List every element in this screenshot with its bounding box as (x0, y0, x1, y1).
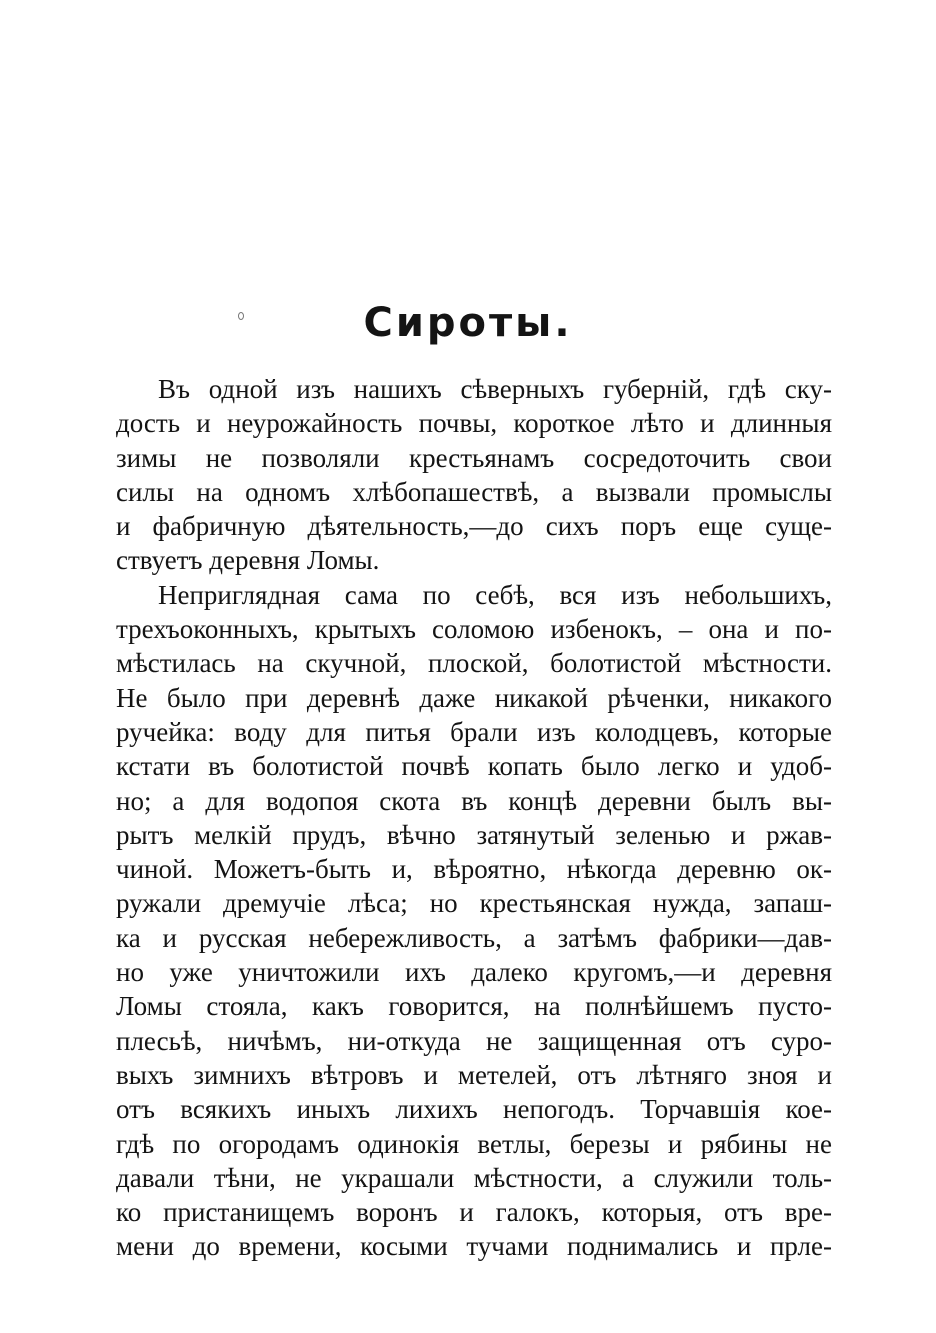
text-line: отъ всякихъ иныхъ лихихъ непогодъ. Торчавшія кое- (116, 1094, 832, 1125)
text-line: но уже уничтожили ихъ далеко кругомъ,—и деревня (116, 957, 832, 988)
text-line: дость и неурожайность почвы, короткое лѣто и длинныя (116, 408, 832, 439)
text-line: плесьѣ, ничѣмъ, ни-откуда не защищенная отъ суро- (116, 1025, 832, 1056)
text-line: ружали дремучіе лѣса; но крестьянская нужда, запаш- (116, 888, 832, 919)
body-text (116, 372, 832, 1264)
text-line: ка и русская небережливость, а затѣмъ фабрики—дав- (116, 922, 832, 953)
text-line: давали тѣни, не украшали мѣстности, а служили толь- (116, 1162, 832, 1193)
text-line: ручейка: воду для питья брали изъ колодцевъ, которые (116, 716, 832, 747)
text-line: зимы не позволяли крестьянамъ сосредоточить свои (116, 442, 832, 473)
text-line: кстати въ болотистой почвѣ копать было легко и удоб- (116, 751, 832, 782)
text-line: но; а для водопоя скота въ концѣ деревни былъ вы- (116, 785, 832, 816)
text-line: рытъ мелкій прудъ, вѣчно затянутый зеленью и ржав- (116, 819, 832, 850)
text-line: Въ одной изъ нашихъ сѣверныхъ губерній, гдѣ ску- (158, 374, 832, 404)
paragraph-2 (116, 578, 832, 1264)
text-line: силы на одномъ хлѣбопашествѣ, а вызвали промыслы (116, 476, 832, 507)
text-line: и фабричную дѣятельность,—до сихъ поръ еще суще- (116, 511, 832, 542)
text-line: Ломы стояла, какъ говорится, на полнѣйшемъ пусто- (116, 991, 832, 1022)
text-line: гдѣ по огородамъ одинокія ветлы, березы и рябины не (116, 1128, 832, 1159)
text-line: чиной. Можетъ-быть и, вѣроятно, нѣкогда деревню ок- (116, 854, 832, 885)
text-line: Неприглядная сама по себѣ, вся изъ небольшихъ, (158, 579, 832, 610)
paragraph-1 (116, 372, 832, 578)
text-line: ко пристанищемъ воронъ и галокъ, которыя, отъ вре- (116, 1197, 832, 1228)
text-line: выхъ зимнихъ вѣтровъ и метелей, отъ лѣтняго зноя и (116, 1059, 832, 1090)
text-line: ствуетъ деревня Ломы. (116, 545, 380, 576)
text-line: мени до времени, косыми тучами поднимались и прле- (116, 1231, 832, 1262)
chapter-title: Сироты. (363, 300, 573, 346)
text-line: Не было при деревнѣ даже никакой рѣченки, никакого (116, 682, 832, 713)
text-line: трехъоконныхъ, крытыхъ соломою избенокъ, – она и по- (116, 614, 832, 645)
text-line: мѣстилась на скучной, плоской, болотистой мѣстности. (116, 648, 832, 679)
